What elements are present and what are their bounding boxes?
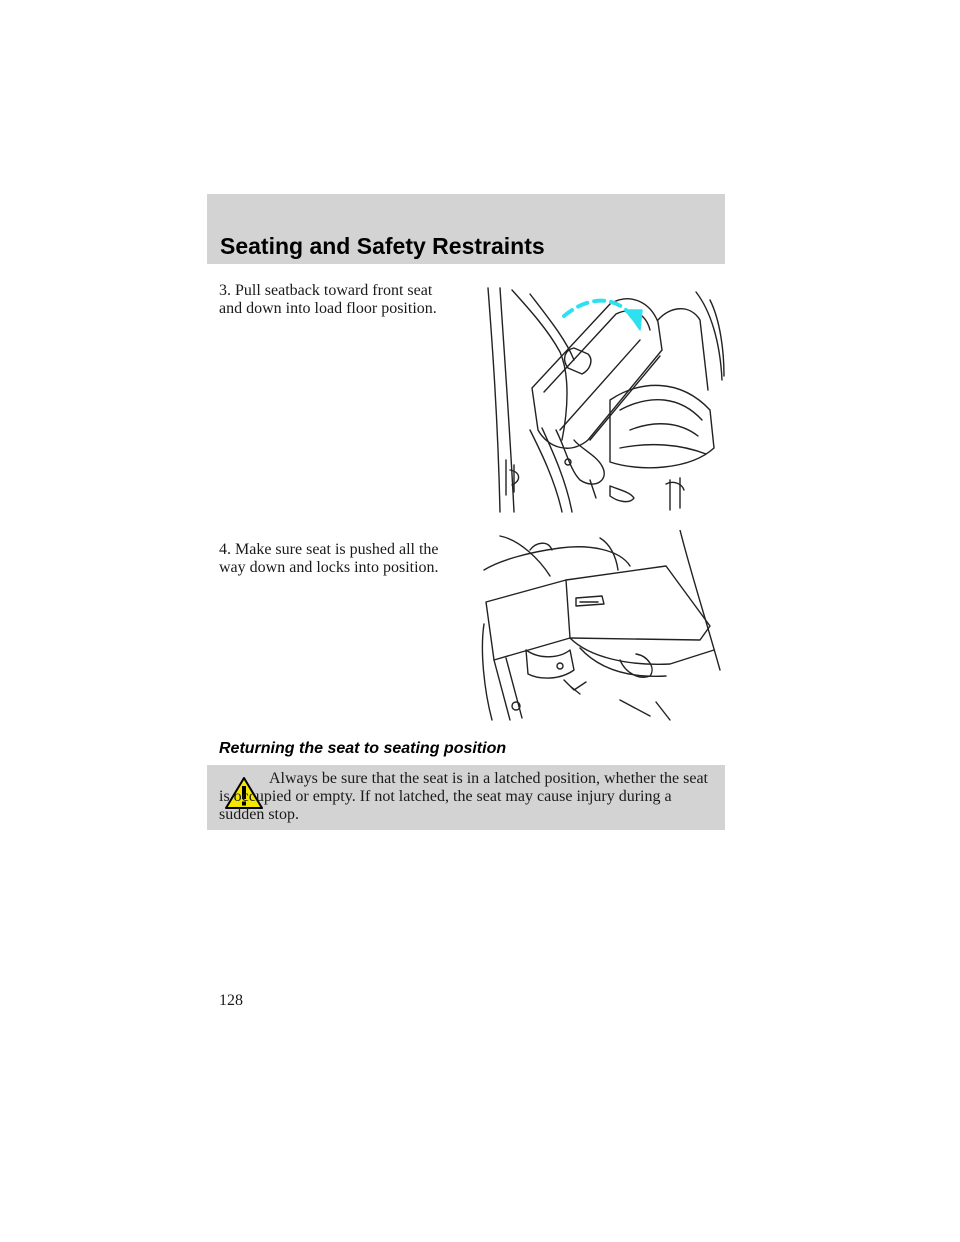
seatback-fold-illustration [470,280,725,516]
step-4-text: 4. Make sure seat is pushed all the way down and locks into position. [219,541,439,576]
section-header-bar [207,194,725,264]
section-title: Seating and Safety Restraints [220,233,545,259]
step-3-text: 3. Pull seatback toward front seat and down into load floor position. [219,282,437,317]
page-number: 128 [219,992,243,1009]
warning-box [207,765,725,830]
section-subheading: Returning the seat to seating position [219,740,507,757]
warning-text: Always be sure that the seat is in a latched position, whether the seat is occupied or empty. If not latched, the seat may cause injury during a sudden stop. [219,770,708,823]
seat-locked-illustration [470,530,725,723]
